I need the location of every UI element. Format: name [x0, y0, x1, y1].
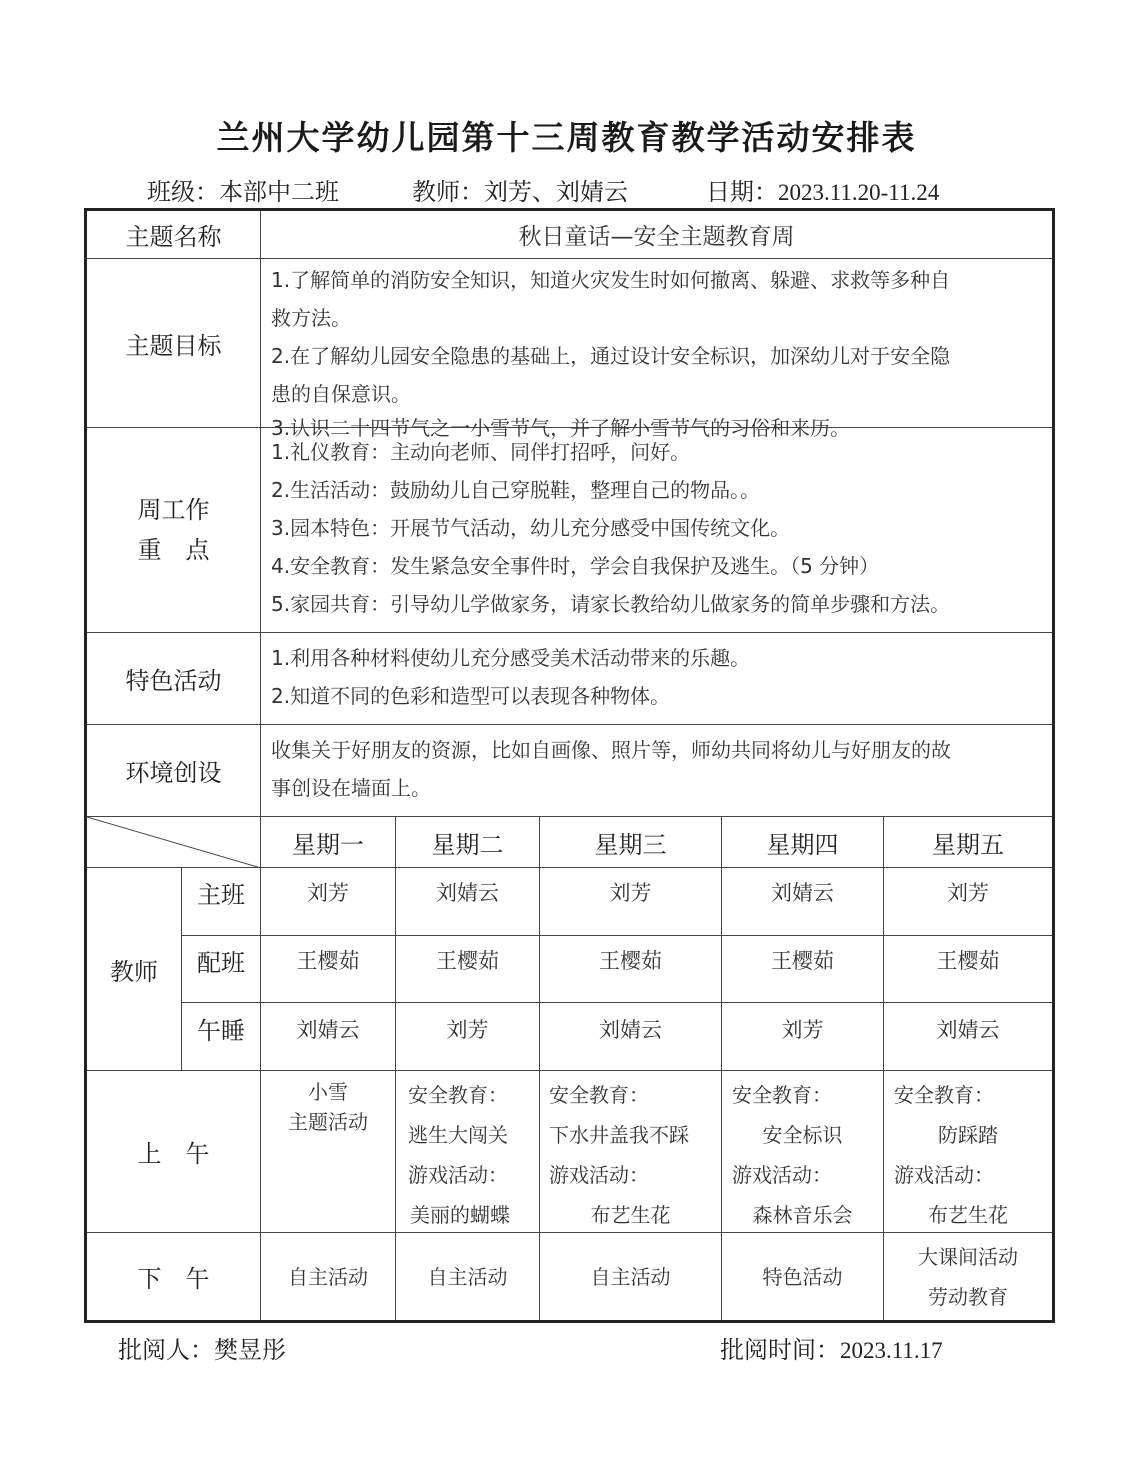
teacher-name-cell: 刘婧云: [599, 1018, 662, 1042]
morning-fri-line: 布艺生花: [928, 1203, 1008, 1227]
afternoon-fri-line: 大课间活动: [918, 1244, 1018, 1269]
role-label: 午睡: [197, 1016, 245, 1045]
teacher-name-cell: 刘芳: [947, 881, 989, 905]
teacher-name-cell: 刘芳: [446, 1018, 489, 1042]
morning-thu-line: 游戏活动：: [732, 1163, 832, 1187]
document-title: 兰州大学幼儿园第十三周教育教学活动安排表: [216, 118, 917, 157]
feature-item: 1.利用各种材料使幼儿充分感受美术活动带来的乐趣。: [271, 646, 751, 670]
feature-activity-label: 特色活动: [125, 667, 222, 695]
day-header-tue: 星期二: [431, 830, 504, 859]
date-info: [706, 172, 939, 207]
date-value: 2023.11.20-11.24: [778, 180, 940, 205]
morning-tue-line: 安全教育：: [408, 1083, 508, 1107]
class-info: [147, 172, 339, 207]
morning-mon-line: 小雪: [308, 1080, 348, 1104]
environment-line: 事创设在墙面上。: [271, 776, 431, 800]
role-label: 主班: [197, 880, 245, 909]
class-value: 本部中二班: [219, 178, 339, 206]
teacher-label: 教师：: [412, 178, 484, 206]
afternoon-fri: [884, 1233, 1052, 1320]
teacher-name-cell: 刘芳: [781, 1018, 824, 1042]
environment-line: 收集关于好朋友的资源，比如自画像、照片等，师幼共同将幼儿与好朋友的故: [271, 738, 951, 762]
weekly-focus-label-line2: 重 点: [137, 536, 210, 564]
day-header-wed: 星期三: [594, 830, 667, 859]
reviewer-value: 樊昱彤: [214, 1336, 286, 1364]
teacher-name-cell: 王樱茹: [436, 949, 499, 973]
teacher-name-cell: 王樱茹: [936, 949, 1000, 973]
teacher-value: 刘芳、刘婧云: [484, 178, 628, 206]
reviewer-info: [118, 1330, 286, 1365]
morning-tue-line: 游戏活动：: [408, 1163, 508, 1187]
environment-label: 环境创设: [125, 759, 222, 787]
focus-item: 5.家园共育：引导幼儿学做家务，请家长教给幼儿做家务的简单步骤和方法。: [271, 592, 951, 616]
review-time-info: [720, 1330, 943, 1365]
class-label: 班级：: [147, 178, 219, 206]
review-time-label: 批阅时间：: [720, 1336, 840, 1364]
teacher-info: [412, 172, 628, 207]
reviewer-label: 批阅人：: [118, 1336, 214, 1364]
day-header-thu: 星期四: [766, 830, 839, 859]
morning-fri-line: 安全教育：: [894, 1083, 994, 1107]
goal-line: 2.在了解幼儿园安全隐患的基础上，通过设计安全标识，加深幼儿对于安全隐: [271, 344, 951, 368]
afternoon-thu: 特色活动: [762, 1264, 843, 1289]
diagonal-header-line: [87, 817, 261, 868]
focus-item: 3.园本特色：开展节气活动，幼儿充分感受中国传统文化。: [271, 516, 791, 540]
morning-fri: [884, 1075, 1052, 1235]
focus-item: 1.礼仪教育：主动向老师、同伴打招呼，问好。: [271, 440, 691, 464]
day-header-mon: 星期一: [292, 830, 364, 859]
role-label: 配班: [197, 948, 245, 977]
morning-thu: [722, 1075, 883, 1235]
teacher-name-cell: 刘婧云: [436, 881, 499, 905]
afternoon-label: 下 午: [137, 1265, 210, 1293]
teacher-name-cell: 王樱茹: [296, 949, 360, 973]
morning-mon: [261, 1071, 395, 1177]
morning-wed-line: 布艺生花: [590, 1203, 671, 1227]
morning-wed: [540, 1075, 721, 1235]
col-divider: [260, 211, 261, 817]
morning-fri-line: 防踩踏: [938, 1123, 998, 1147]
teacher-name-cell: 王樱茹: [599, 949, 662, 973]
morning-wed-line: 游戏活动：: [549, 1163, 649, 1187]
teacher-name-cell: 刘婧云: [771, 881, 834, 905]
morning-tue-line: 美丽的蝴蝶: [410, 1203, 510, 1227]
morning-wed-line: 下水井盖我不踩: [549, 1123, 689, 1147]
teacher-name-cell: 刘婧云: [296, 1018, 360, 1042]
morning-mon-line: 主题活动: [288, 1110, 368, 1134]
environment-content: [271, 731, 951, 807]
morning-label: 上 午: [137, 1140, 210, 1168]
theme-label: 主题名称: [125, 223, 222, 251]
morning-fri-line: 游戏活动：: [894, 1163, 994, 1187]
teacher-name-cell: 刘婧云: [936, 1018, 1000, 1042]
feature-item: 2.知道不同的色彩和造型可以表现各种物体。: [271, 684, 671, 708]
goal-line: 3.认识二十四节气之一小雪节气，并了解小雪节气的习俗和来历。: [271, 416, 851, 440]
teacher-name-cell: 刘芳: [609, 881, 652, 905]
goal-line: 1.了解简单的消防安全知识，知道火灾发生时如何撤离、躲避、求救等多种自: [271, 268, 951, 292]
weekly-focus-content: [271, 433, 950, 623]
focus-item: 2.生活活动：鼓励幼儿自己穿脱鞋，整理自己的物品。。: [271, 478, 761, 502]
teacher-name-cell: 王樱茹: [771, 949, 834, 973]
feature-activity-content: [271, 639, 750, 715]
goals-label: 主题目标: [125, 331, 222, 360]
morning-tue: [396, 1075, 539, 1235]
goals-content: [271, 261, 950, 443]
review-time-value: 2023.11.17: [840, 1338, 943, 1363]
afternoon-wed: 自主活动: [590, 1264, 671, 1289]
afternoon-fri-line: 劳动教育: [928, 1284, 1008, 1309]
morning-thu-line: 森林音乐会: [752, 1203, 853, 1227]
afternoon-tue: 自主活动: [427, 1264, 508, 1289]
teacher-name-cell: 刘芳: [307, 881, 349, 905]
morning-thu-line: 安全标识: [762, 1123, 843, 1147]
weekly-focus-label-line1: 周工作: [137, 496, 210, 524]
date-label: 日期：: [706, 178, 778, 206]
schedule-table: [84, 208, 1055, 1323]
teachers-label: 教师: [110, 957, 158, 986]
morning-thu-line: 安全教育：: [732, 1083, 832, 1107]
afternoon-mon: 自主活动: [288, 1264, 368, 1289]
day-header-fri: 星期五: [932, 830, 1004, 859]
theme-value: 秋日童话—安全主题教育周: [518, 224, 795, 250]
goal-line: 救方法。: [271, 306, 351, 330]
morning-tue-line: 逃生大闯关: [408, 1123, 508, 1147]
weekly-focus-label: [87, 428, 260, 632]
morning-wed-line: 安全教育：: [549, 1083, 649, 1107]
goal-line: 患的自保意识。: [271, 382, 411, 406]
focus-item: 4.安全教育：发生紧急安全事件时，学会自我保护及逃生。（5 分钟）: [271, 554, 880, 578]
